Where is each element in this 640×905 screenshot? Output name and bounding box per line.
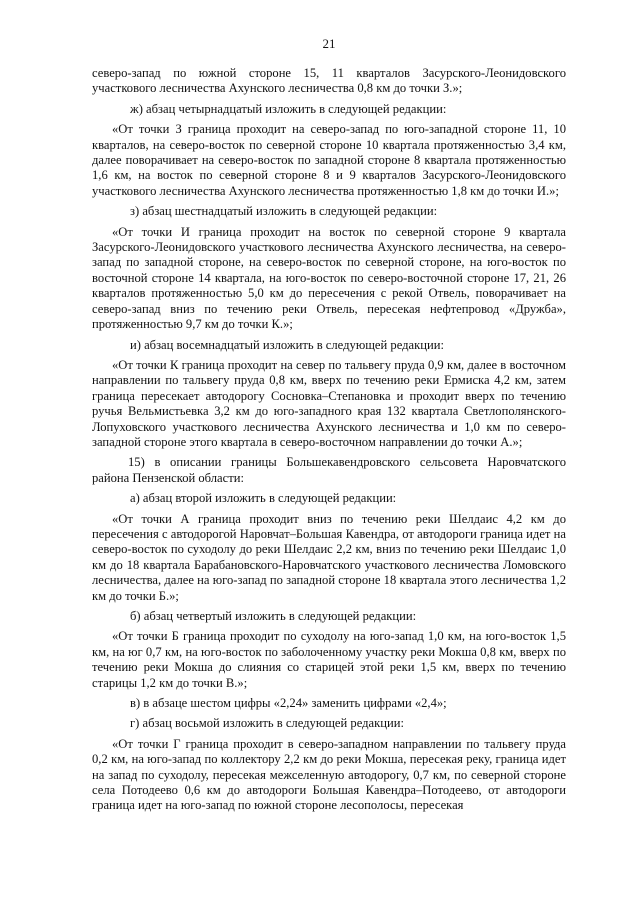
amendment-item-g: г) абзац восьмой изложить в следующей редакции: [130,716,404,731]
boundary-text-point-a: «От точки А граница проходит вниз по течению реки Шелдаис 4,2 км до пересечения с автодорогой Наровчат–Большая Кавендра, от автодороги граница идет на северо-восток по суходолу до реки Шелдаис 2,2 км, вниз по течению реки Шелдаис 1,0 км до 18 квартала Барабановского-Наровчатского участкового лесничества Ломовского лесничества, далее на юго-запад по западной стороне 18 квартала этого лесничества 1,2 км до точки Б.»; [92,511,566,603]
amendment-item-a: а) абзац второй изложить в следующей редакции: [130,491,397,506]
section-15-heading: 15) в описании границы Большекавендровского сельсовета Наровчатского района Пензенской области: [92,455,566,485]
boundary-text-point-g: «От точки Г граница проходит в северо-западном направлении по тальвегу пруда 0,2 км, на юго-запад по коллектору 2,2 км до реки Мокша, пересекая реку, граница идет на запад по суходолу, пересекая межселенную автодорогу, 0,7 км, по северной стороне села Потодеево 0,6 км до автодороги Большая Кавендра–Потодеево, от автодороги граница идет на юго-запад по южной стороне лесополосы, пересекая [92,736,566,813]
boundary-text-point-z: «От точки З граница проходит на северо-запад по юго-западной стороне 11, 10 кварталов, на северо-восток по северной стороне 10 квартала протяженностью 3,4 км, далее поворачивает на северо-восток по западной стороне 8 квартала протяженностью 1,6 км, на восток по северной стороне 8 и 9 кварталов Засурского-Леонидовского участкового лесничества Ахунского лесничества протяженностью 1,8 км до точки И.»; [92,122,566,198]
amendment-item-i: и) абзац восемнадцатый изложить в следующей редакции: [130,337,444,352]
amendment-item-v: в) в абзаце шестом цифры «2,24» заменить цифрами «2,4»; [130,696,447,711]
amendment-item-z: з) абзац шестнадцатый изложить в следующей редакции: [130,204,438,219]
boundary-text-point-b: «От точки Б граница проходит по суходолу на юго-запад 1,0 км, на юго-восток 1,5 км, на юг 0,7 км, на юго-восток по заболоченному участку реки Мокша 0,8 км, вверх по течению реки Мокша до слияния со старицей этой реки 1,5 км, вверх по течению старицы 1,2 км до точки В.»; [92,629,566,690]
boundary-text-point-i: «От точки И граница проходит на восток по северной стороне 9 квартала Засурского-Леонидовского участкового лесничества Ахунского лесничества, на северо-запад по западной стороне, на северо-восток по северной стороне, на юго-восток по восточной стороне 14 квартала, на юго-восток по северо-восточной стороне 17, 21, 26 кварталов протяженностью 5,0 км до пересечения с рекой Отвель, поворачивает на северо-запад вниз по течению реки Отвель, пересекая нефтепровод «Дружба», протяженностью 9,7 км до точки К.»; [92,224,566,332]
page-number: 21 [322,36,336,51]
boundary-text-point-k: «От точки К граница проходит на север по тальвегу пруда 0,9 км, далее в восточном направлении по тальвегу пруда 0,8 км, вверх по течению реки Ермиска 4,2 км, затем граница пересекает автодорогу Сосновка–Степановка и проходит вверх по течению ручья Вельмистьевка 3,2 км до юго-западного края 132 квартала Светлополянского-Лопуховского участкового лесничества Ахунского лесничества и 1,0 км по северо-западной стороне этого квартала в северо-восточном направлении до точки А.»; [92,357,566,449]
amendment-item-zh: ж) абзац четырнадцатый изложить в следующей редакции: [130,101,447,116]
paragraph-continuation: северо-запад по южной стороне 15, 11 кварталов Засурского-Леонидовского участкового лесничества Ахунского лесничества 0,8 км до точки З.»; [92,66,566,96]
amendment-item-b: б) абзац четвертый изложить в следующей редакции: [130,609,417,623]
